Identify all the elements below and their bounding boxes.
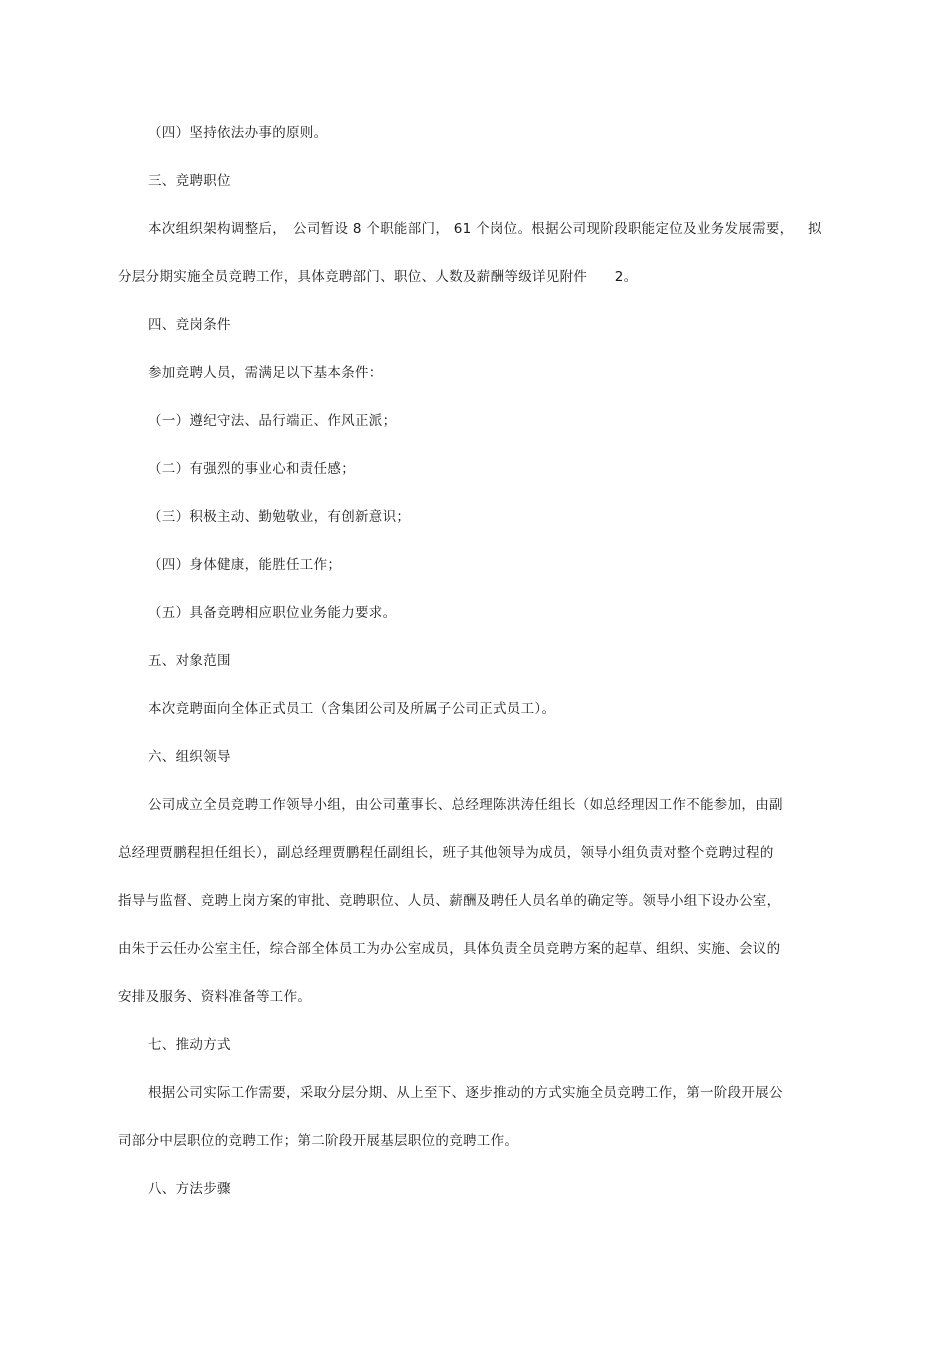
conditions-intro: 参加竞聘人员，需满足以下基本条件： (148, 365, 383, 381)
condition-item-2: （二）有强烈的事业心和责任感； (148, 461, 355, 477)
paragraph-approach-line-2: 司部分中层职位的竞聘工作；第二阶段开展基层职位的竞聘工作。 (118, 1133, 519, 1149)
paragraph-leadership-line-2: 总经理贾鹏程担任组长），副总经理贾鹏程任副组长，班子其他领导为成员，领导小组负责对整个竞聘过程的 (118, 845, 774, 861)
paragraph-leadership-line-4: 由朱于云任办公室主任，综合部全体员工为办公室成员，具体负责全员竞聘方案的起草、组织、实施、会议的 (118, 941, 781, 957)
condition-item-1: （一）遵纪守法、品行端正、作风正派； (148, 413, 397, 429)
section-heading-leadership: 六、组织领导 (148, 749, 231, 765)
section-heading-approach: 七、推动方式 (148, 1037, 231, 1053)
condition-item-3: （三）积极主动、勤勉敬业，有创新意识； (148, 509, 411, 525)
paragraph-leadership-line-5: 安排及服务、资料准备等工作。 (118, 989, 312, 1005)
principle-item-4: （四）坚持依法办事的原则。 (148, 125, 328, 141)
section-heading-conditions: 四、竞岗条件 (148, 317, 231, 333)
paragraph-leadership-line-1: 公司成立全员竞聘工作领导小组，由公司董事长、总经理陈洪涛任组长（如总经理因工作不能参加，由副 (148, 797, 783, 813)
paragraph-approach-line-1: 根据公司实际工作需要，采取分层分期、从上至下、逐步推动的方式实施全员竞聘工作，第一阶段开展公 (148, 1085, 783, 1101)
section-heading-scope: 五、对象范围 (148, 653, 231, 669)
paragraph-positions-line-2: 分层分期实施全员竞聘工作，具体竞聘部门、职位、人数及薪酬等级详见附件 2。 (118, 269, 638, 285)
paragraph-scope: 本次竞聘面向全体正式员工（含集团公司及所属子公司正式员工）。 (148, 701, 556, 717)
section-heading-positions: 三、竞聘职位 (148, 173, 231, 189)
section-heading-steps: 八、方法步骤 (148, 1181, 231, 1197)
paragraph-leadership-line-3: 指导与监督、竞聘上岗方案的审批、竞聘职位、人员、薪酬及聘任人员名单的确定等。领导小组下设办公室， (118, 893, 781, 909)
condition-item-4: （四）身体健康，能胜任工作； (148, 557, 342, 573)
condition-item-5: （五）具备竞聘相应职位业务能力要求。 (148, 605, 397, 621)
paragraph-positions-line-1: 本次组织架构调整后， 公司暂设 8 个职能部门， 61 个岗位。根据公司现阶段职能定位及业务发展需要， (148, 221, 794, 237)
paragraph-positions-line-1-end: 拟 (808, 221, 822, 237)
